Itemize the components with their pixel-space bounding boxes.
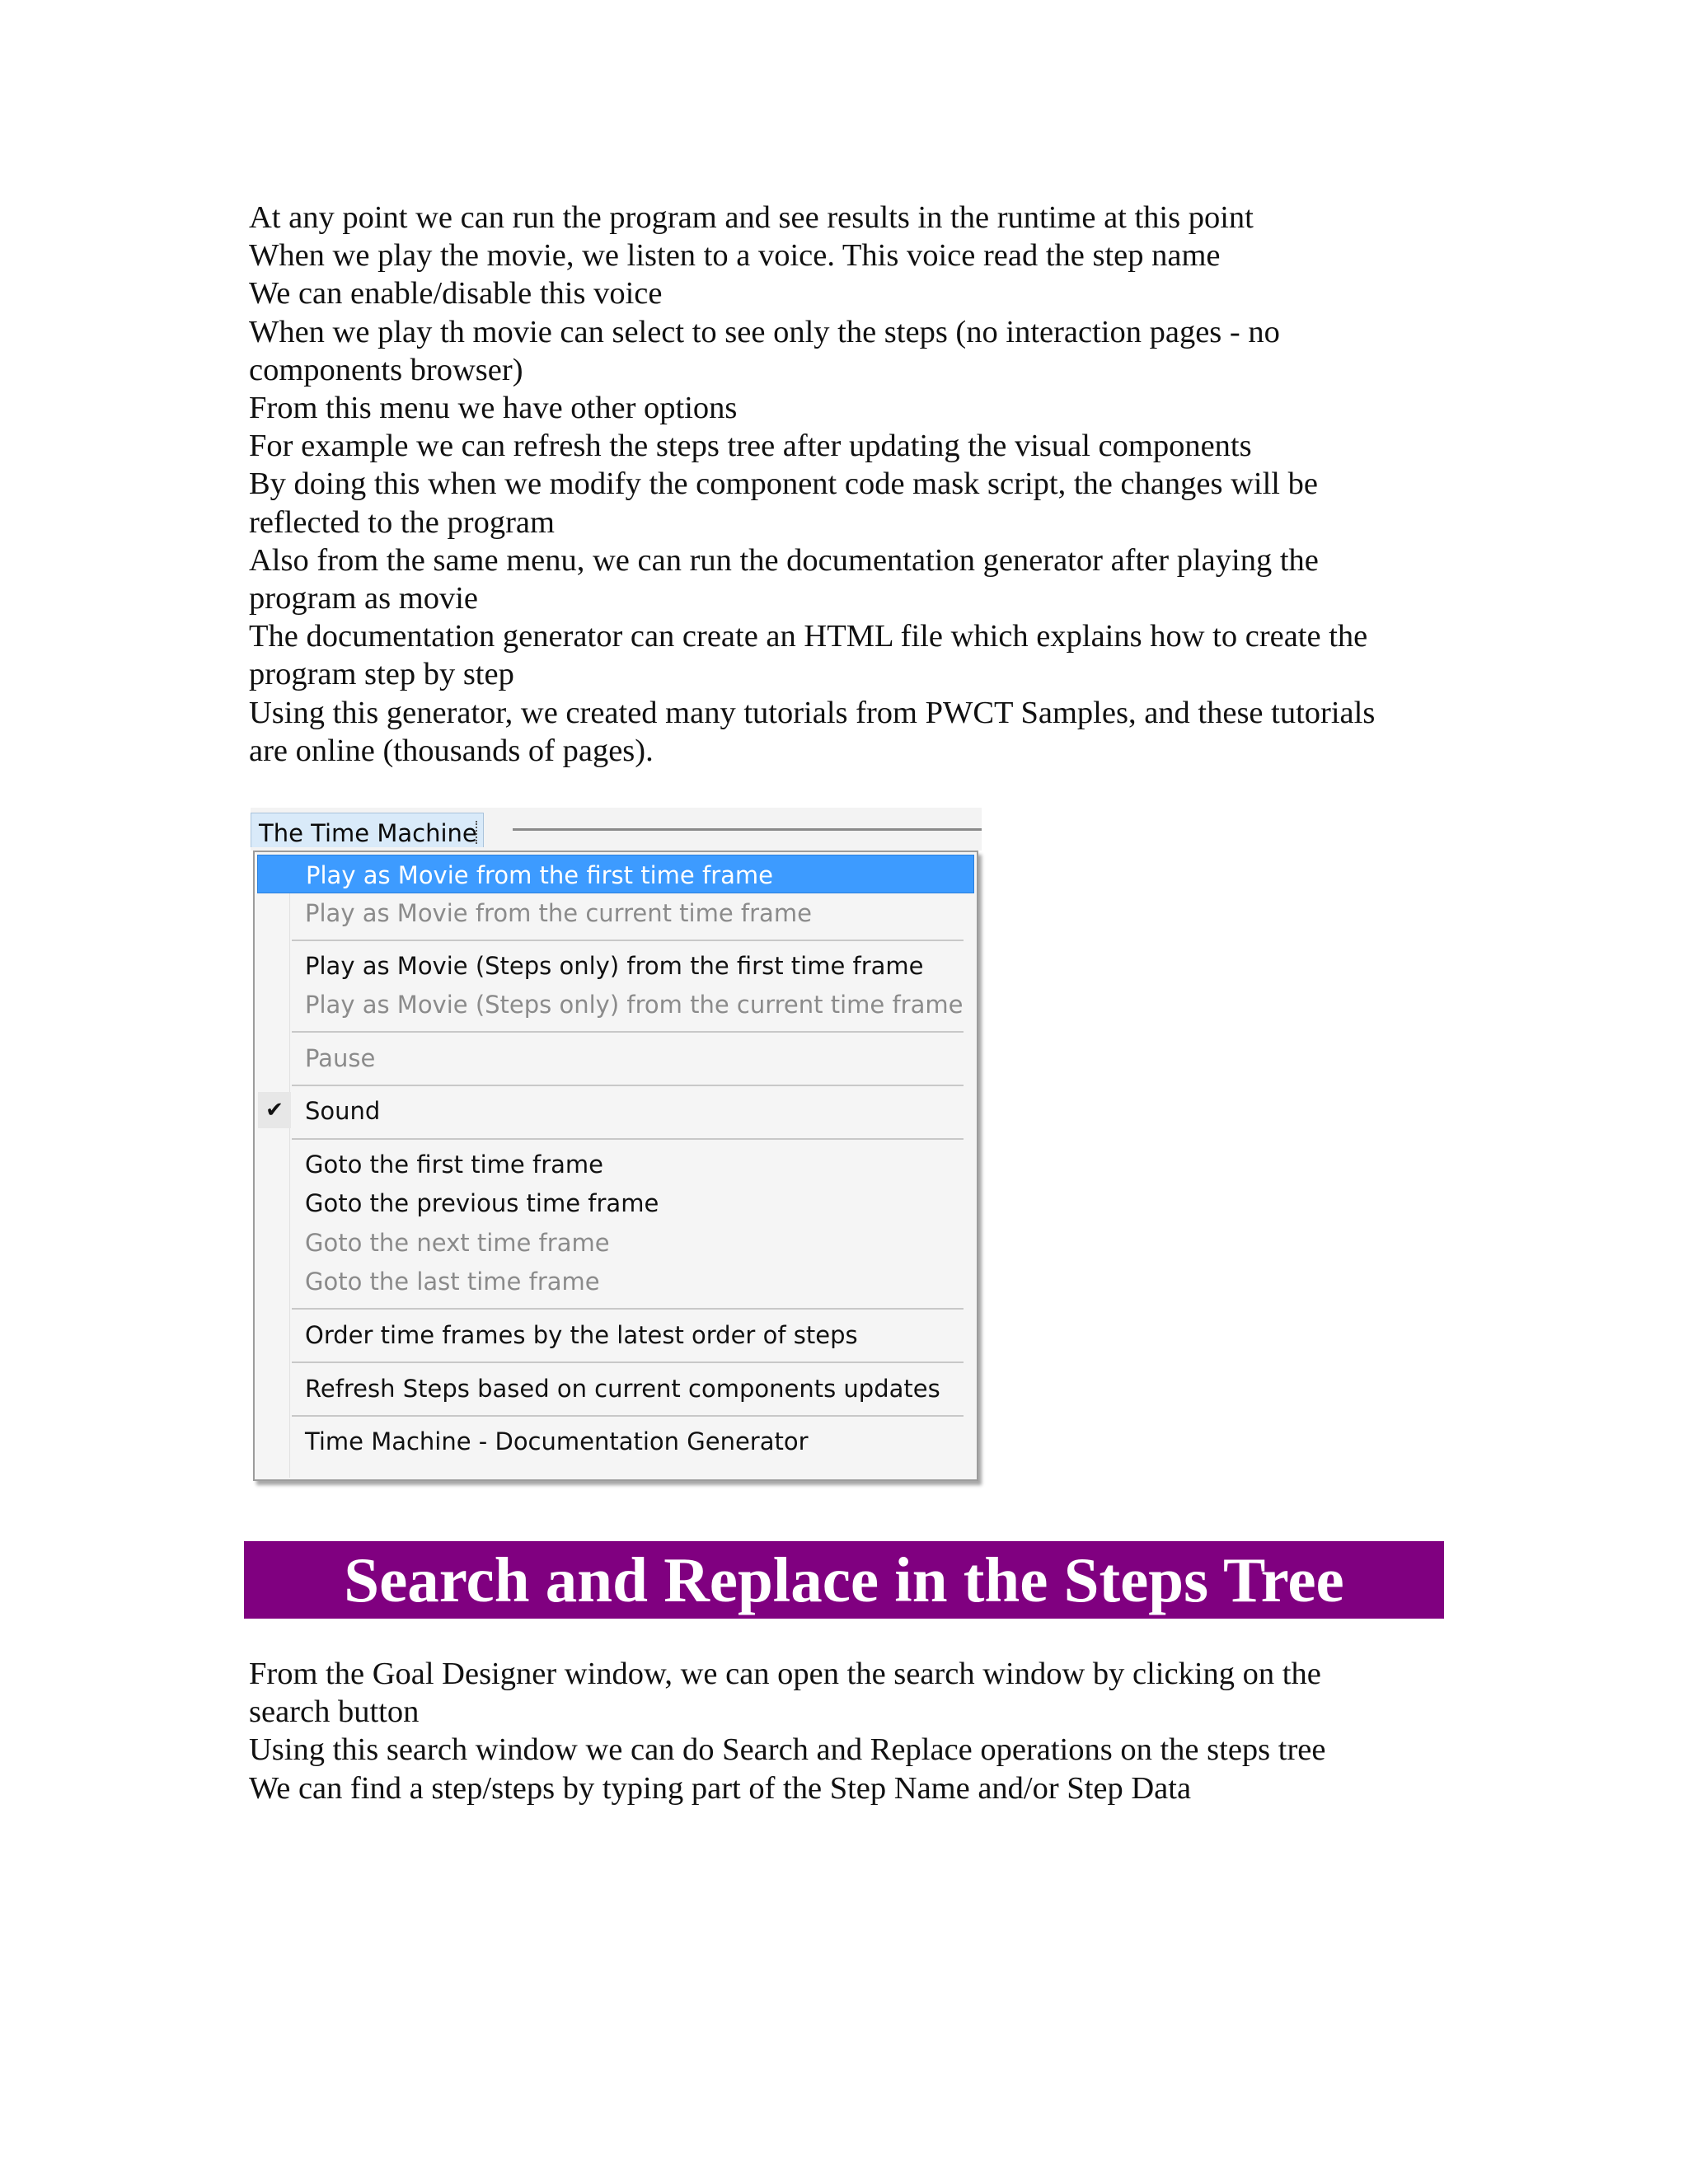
menu-item-label: Play as Movie (Steps only) from the current time frame — [305, 991, 964, 1019]
menu-item-goto-next-frame[interactable] — [257, 1223, 974, 1262]
menu-item-label: Play as Movie from the first time frame — [306, 861, 773, 889]
menu-item-documentation-generator[interactable] — [257, 1422, 974, 1460]
text-line: Also from the same menu, we can run the documentation generator after playing the — [249, 542, 1319, 578]
time-machine-menu-screenshot — [251, 808, 982, 1496]
menu-item-label: Play as Movie (Steps only) from the first time frame — [305, 952, 924, 980]
text-line: reflected to the program — [249, 504, 555, 540]
menu-item-label: Goto the last time frame — [305, 1268, 600, 1296]
menu-item-play-steps-current-frame[interactable] — [257, 985, 974, 1024]
time-machine-menu-button[interactable] — [251, 813, 484, 847]
text-line: Using this generator, we created many tutorials from PWCT Samples, and these tutorials — [249, 695, 1376, 730]
menu-item-play-movie-current-frame[interactable] — [257, 893, 974, 932]
menu-separator — [292, 1361, 964, 1363]
text-line: components browser) — [249, 352, 523, 387]
text-line: We can enable/disable this voice — [249, 276, 663, 312]
checkmark-icon: ✔ — [265, 1098, 284, 1122]
menu-item-goto-first-frame[interactable] — [257, 1145, 974, 1183]
text-line: At any point we can run the program and see results in the runtime at this point — [249, 200, 1254, 235]
menu-separator — [292, 1085, 964, 1086]
text-line: are online (thousands of pages). — [249, 733, 654, 768]
text-line: From the Goal Designer window, we can open the search window by clicking on the — [249, 1657, 1321, 1691]
text-line: When we play th movie can select to see only the steps (no interaction pages - no — [249, 314, 1280, 349]
time-machine-dropdown — [253, 851, 978, 1481]
menu-item-refresh-steps[interactable] — [257, 1369, 974, 1408]
section-heading — [244, 1541, 1444, 1619]
menu-item-label: Pause — [305, 1044, 376, 1072]
text-line: When we play the movie, we listen to a voice. This voice read the step name — [249, 238, 1221, 274]
text-line: Using this search window we can do Search and Replace operations on the steps tree — [249, 1732, 1326, 1768]
text-line: search button — [249, 1694, 420, 1730]
text-line: For example we can refresh the steps tree after updating the visual components — [249, 429, 1252, 464]
menu-item-label: Refresh Steps based on current components updates — [305, 1375, 940, 1403]
menu-item-label: Time Machine - Documentation Generator — [305, 1427, 809, 1455]
outro-text — [249, 1655, 1461, 1807]
text-line: From this menu we have other options — [249, 391, 738, 426]
text-line: We can find a step/steps by typing part of the Step Name and/or Step Data — [249, 1770, 1192, 1806]
menu-title: The Time Machine — [259, 819, 477, 847]
text-line: program as movie — [249, 581, 478, 616]
menu-item-label: Goto the first time frame — [305, 1151, 603, 1179]
menu-bar — [251, 808, 982, 851]
menu-item-pause[interactable] — [257, 1038, 974, 1077]
text-line: The documentation generator can create an HTML file which explains how to create the — [249, 619, 1368, 654]
menu-item-label: Goto the previous time frame — [305, 1189, 659, 1217]
toolbar-divider — [513, 828, 982, 831]
intro-text — [249, 199, 1461, 770]
menu-separator — [292, 1308, 964, 1310]
menu-item-label: Goto the next time frame — [305, 1229, 610, 1257]
text-line: program step by step — [249, 657, 514, 692]
section-heading-text: Search and Replace in the Steps Tree — [344, 1544, 1344, 1615]
menu-item-goto-last-frame[interactable] — [257, 1262, 974, 1301]
menu-item-label: Play as Movie from the current time frame — [305, 899, 812, 927]
menu-item-play-movie-first-frame[interactable] — [257, 855, 974, 893]
menu-item-label: Order time frames by the latest order of steps — [305, 1321, 858, 1349]
menu-item-order-time-frames[interactable] — [257, 1315, 974, 1354]
menu-item-goto-previous-frame[interactable] — [257, 1183, 974, 1222]
menu-item-play-steps-first-frame[interactable] — [257, 946, 974, 985]
menu-item-label: Sound — [305, 1097, 381, 1125]
menu-separator — [292, 1138, 964, 1140]
menu-item-sound[interactable] — [257, 1091, 974, 1130]
menu-separator — [292, 1415, 964, 1417]
menu-separator — [292, 1031, 964, 1033]
text-line: By doing this when we modify the component code mask script, the changes will be — [249, 466, 1318, 502]
menu-separator — [292, 940, 964, 941]
focus-indicator — [476, 821, 481, 844]
